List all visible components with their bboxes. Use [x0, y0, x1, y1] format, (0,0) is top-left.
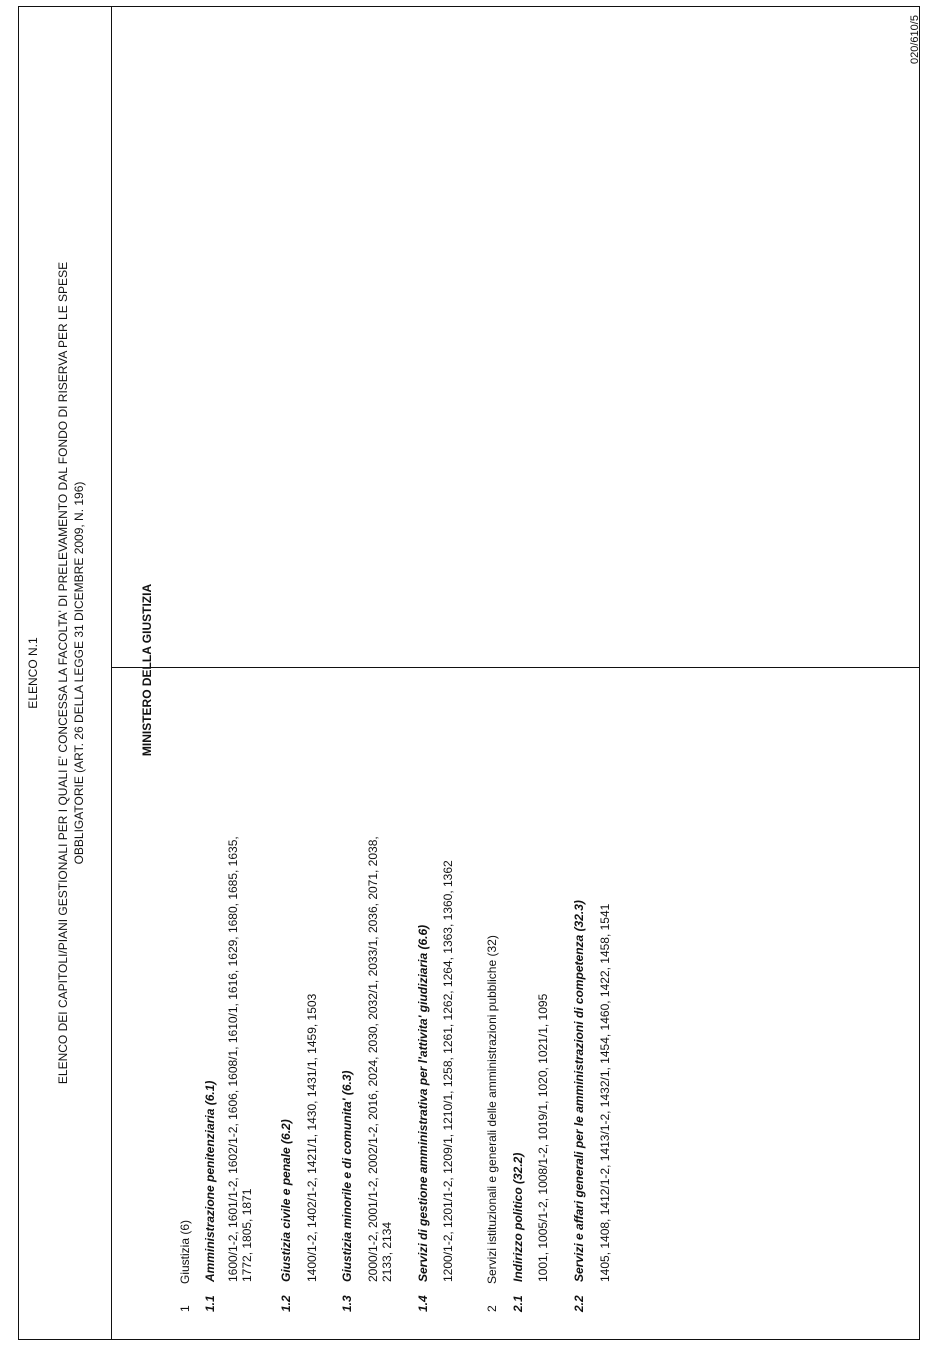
section-1	[178, 1220, 192, 1312]
chapter-line: 2133, 2134	[380, 1221, 394, 1282]
chapter-list-1-2	[305, 994, 319, 1282]
elenco-label: ELENCO N.1	[26, 637, 40, 709]
section-number: 1	[178, 1305, 192, 1312]
chapter-list-2-1	[536, 994, 550, 1282]
section-2	[485, 935, 499, 1312]
subsection-title: Servizi di gestione amministrativa per l'attivita' giudiziaria (6.6)	[416, 924, 430, 1282]
chapter-line: 1405, 1408, 1412/1-2, 1413/1-2, 1432/1, 1454, 1460, 1422, 1458, 1541	[598, 903, 612, 1282]
document-title-line-1: ELENCO DEI CAPITOLI/PIANI GESTIONALI PER I QUALI E' CONCESSA LA FACOLTA' DI PRELEVAMENTO DAL FONDO DI RISERVA PER LE SPESE	[56, 261, 70, 1085]
chapter-line: 1400/1-2, 1402/1-2, 1421/1, 1430, 1431/1, 1459, 1503	[305, 993, 319, 1282]
chapter-list-2-2	[598, 904, 612, 1282]
subsection-2-2	[572, 900, 586, 1312]
chapter-line: 1200/1-2, 1201/1-2, 1209/1, 1210/1, 1258, 1261, 1262, 1264, 1363, 1360, 1362	[441, 860, 455, 1282]
rotated-page-content	[0, 6, 900, 1340]
subsection-title: Amministrazione penitenziaria (6.1)	[203, 1080, 217, 1282]
chapter-list-1-3	[366, 836, 394, 1282]
section-title: Giustizia (6)	[178, 1219, 192, 1284]
subsection-number: 1.4	[416, 1295, 430, 1312]
subsection-title: Indirizzo politico (32.2)	[511, 1152, 525, 1282]
subsection-title: Giustizia minorile e di comunita' (6.3)	[340, 1070, 354, 1282]
subsection-1-4	[416, 925, 430, 1312]
subsection-number: 2.1	[511, 1295, 525, 1312]
section-title: Servizi istituzionali e generali delle amministrazioni pubbliche (32)	[485, 935, 499, 1284]
subsection-title: Servizi e affari generali per le amministrazioni di competenza (32.3)	[572, 900, 586, 1282]
document-code: 020/610/5	[909, 15, 921, 65]
chapter-list-1-1	[226, 836, 254, 1282]
ministry-heading: MINISTERO DELLA GIUSTIZIA	[140, 583, 154, 757]
subsection-title: Giustizia civile e penale (6.2)	[279, 1119, 293, 1282]
section-number: 2	[485, 1305, 499, 1312]
document-title-line-2: OBBLIGATORIE (ART. 26 DELLA LEGGE 31 DICEMBRE 2009, N. 196)	[72, 481, 86, 865]
subsection-number: 1.1	[203, 1295, 217, 1312]
subsection-number: 2.2	[572, 1295, 586, 1312]
subsection-number: 1.2	[279, 1295, 293, 1312]
chapter-line: 1600/1-2, 1601/1-2, 1602/1-2, 1606, 1608/1, 1610/1, 1616, 1629, 1680, 1685, 1635,	[226, 836, 240, 1282]
subsection-1-3	[340, 1070, 354, 1312]
subsection-1-1	[203, 1081, 217, 1312]
chapter-line: 1772, 1805, 1871	[240, 1188, 254, 1282]
subsection-2-1	[511, 1153, 525, 1312]
chapter-list-1-4	[441, 860, 455, 1282]
subsection-number: 1.3	[340, 1295, 354, 1312]
chapter-line: 1001, 1005/1-2, 1008/1-2, 1019/1, 1020, 1021/1, 1095	[536, 993, 550, 1282]
chapter-line: 2000/1-2, 2001/1-2, 2002/1-2, 2016, 2024, 2030, 2032/1, 2033/1, 2036, 2071, 2038,	[366, 836, 380, 1282]
subsection-1-2	[279, 1119, 293, 1312]
